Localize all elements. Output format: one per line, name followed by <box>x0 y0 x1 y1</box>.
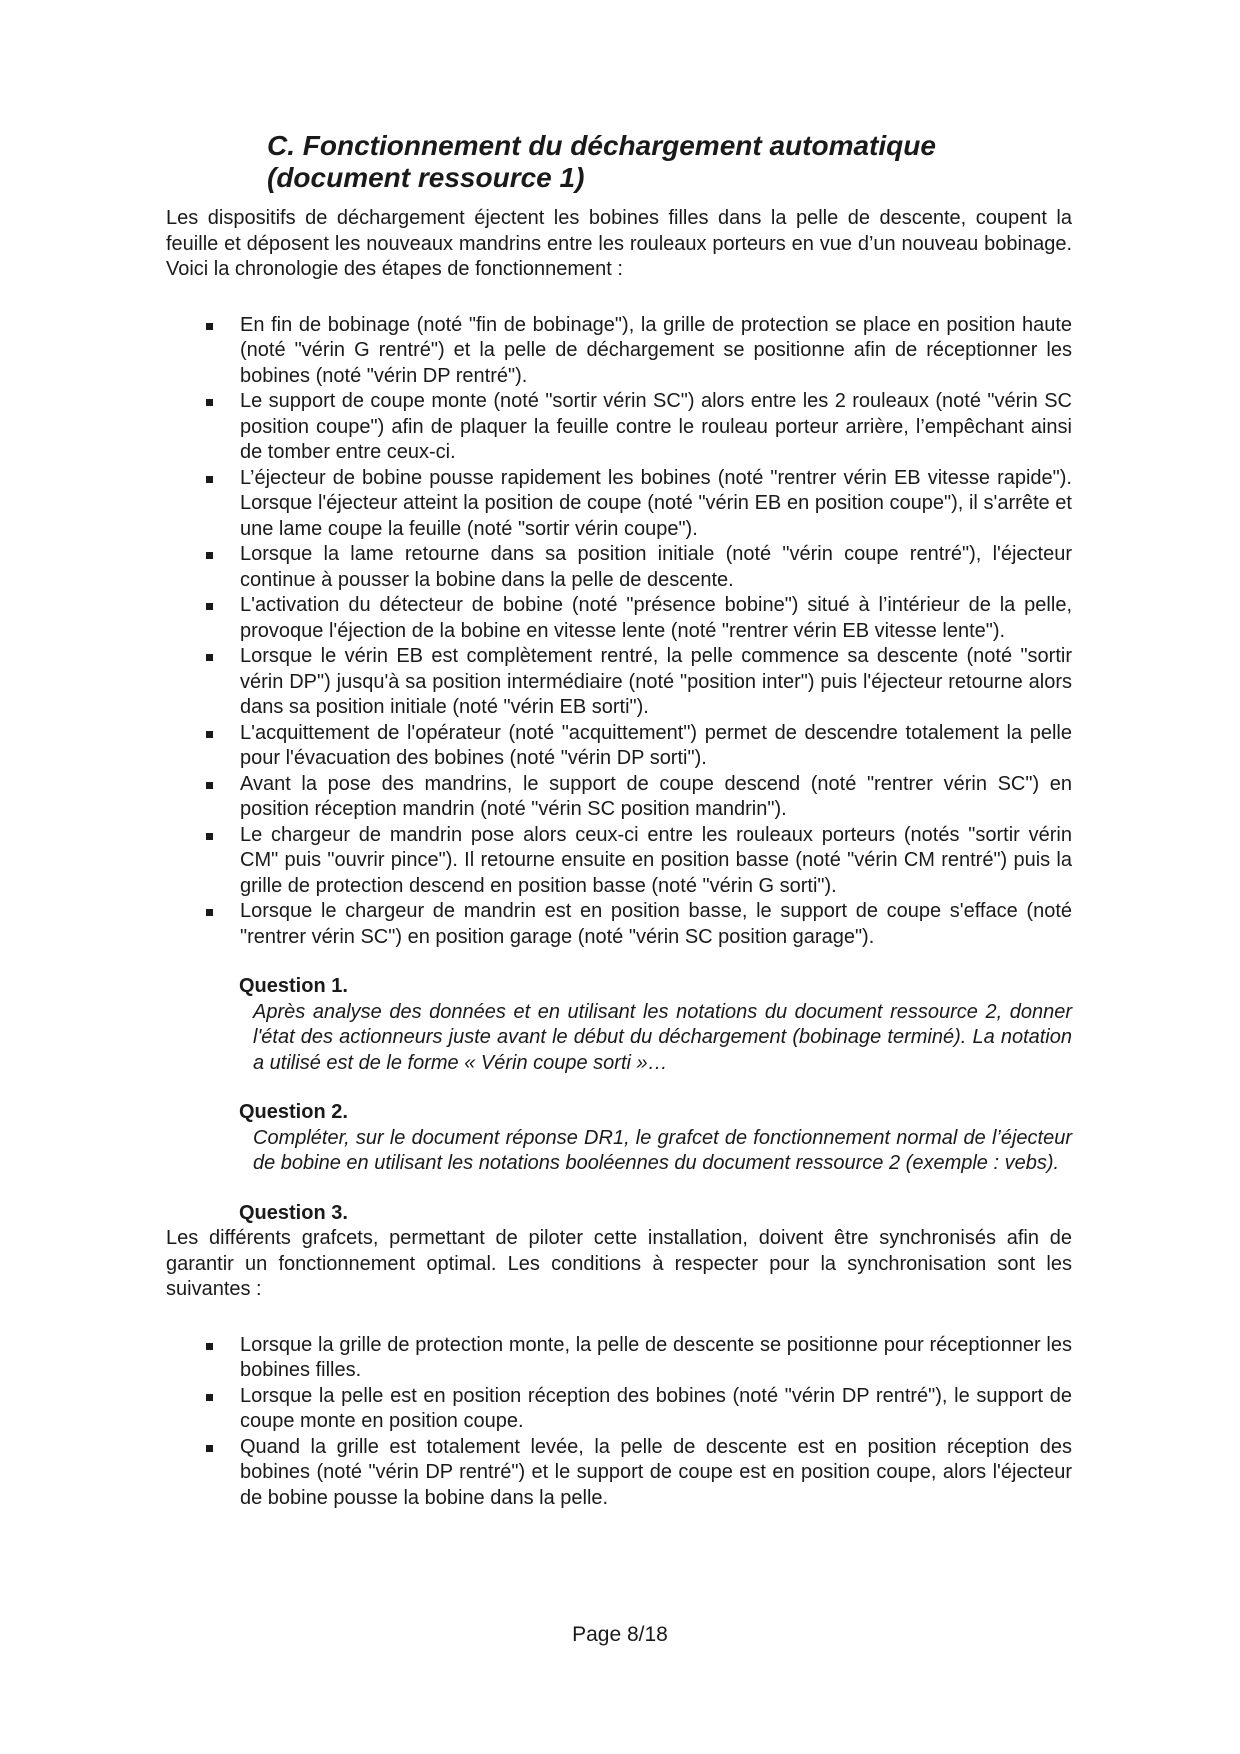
list-item <box>166 772 1072 823</box>
bullet-square-icon <box>206 1394 213 1401</box>
list-item-text: Quand la grille est totalement levée, la pelle de descente est en position réception des bobines (noté "vérin DP rentré") et le support de coupe est en position coupe, alors l'éjecteur de bobine pousse la bobine dans la pelle. <box>240 1435 1072 1509</box>
bullet-square-icon <box>206 833 213 840</box>
list-item-text: Lorsque la grille de protection monte, la pelle de descente se positionne pour réceptionner les bobines filles. <box>240 1333 1072 1381</box>
bullet-square-icon <box>206 323 213 330</box>
bullet-square-icon <box>206 603 213 610</box>
list-item <box>166 1384 1072 1435</box>
bullet-square-icon <box>206 909 213 916</box>
question-1-text: Après analyse des données et en utilisant les notations du document ressource 2, donner l'état des actionneurs juste avant le début du déchargement (bobinage terminé). La notation a utilisé est de le forme « Vérin coupe sorti »… <box>253 1000 1072 1074</box>
list-item <box>166 389 1072 466</box>
question-1-title: Question 1. <box>239 975 348 997</box>
list-item <box>166 542 1072 593</box>
steps-list <box>166 313 1072 951</box>
list-item-text: Lorsque la pelle est en position réception des bobines (noté "vérin DP rentré"), le support de coupe monte en position coupe. <box>240 1384 1072 1432</box>
conditions-list <box>166 1333 1072 1512</box>
question-3 <box>166 1201 1072 1227</box>
list-item <box>166 466 1072 543</box>
page-number: Page 8/18 <box>572 1623 668 1646</box>
question-3-title: Question 3. <box>239 1201 348 1224</box>
list-item-text: Lorsque la lame retourne dans sa position initiale (noté "vérin coupe rentré"), l'éjecteur continue à pousser la bobine dans la pelle de descente. <box>240 543 1072 591</box>
list-item-text: L’éjecteur de bobine pousse rapidement les bobines (noté "rentrer vérin EB vitesse rapide"). Lorsque l'éjecteur atteint la position de coupe (noté "vérin EB en position coupe"), il s'arrête et une lame coupe la feuille (noté "sortir vérin coupe"). <box>240 466 1072 540</box>
bullet-square-icon <box>206 552 213 559</box>
question-1 <box>166 974 1072 1076</box>
list-item <box>166 644 1072 721</box>
question-3-intro: Les différents grafcets, permettant de piloter cette installation, doivent être synchronisés afin de garantir un fonctionnement optimal. Les conditions à respecter pour la synchronisation sont les suivantes : <box>166 1227 1072 1300</box>
bullet-square-icon <box>206 476 213 483</box>
list-item-text: Avant la pose des mandrins, le support de coupe descend (noté "rentrer vérin SC") en position réception mandrin (noté "vérin SC position mandrin"). <box>240 772 1072 820</box>
question-2 <box>166 1100 1072 1177</box>
section-title-line2: (document ressource 1) <box>267 162 585 193</box>
question-2-text: Compléter, sur le document réponse DR1, le grafcet de fonctionnement normal de l’éjecteur de bobine en utilisant les notations booléennes du document ressource 2 (exemple : vebs). <box>253 1126 1072 1174</box>
list-item-text: Le chargeur de mandrin pose alors ceux-ci entre les rouleaux porteurs (notés "sortir vérin CM" puis "ouvrir pince"). Il retourne ensuite en position basse (noté "vérin CM rentré") puis la grille de protection descend en position basse (noté "vérin G sorti"). <box>240 823 1072 897</box>
list-item-text: Lorsque le chargeur de mandrin est en position basse, le support de coupe s'efface (noté "rentrer vérin SC") en position garage (noté "vérin SC position garage"). <box>240 900 1072 948</box>
list-item-text: En fin de bobinage (noté "fin de bobinage"), la grille de protection se place en position haute (noté "vérin G rentré") et la pelle de déchargement se positionne afin de réceptionner les bobines (noté "vérin DP rentré"). <box>240 313 1072 387</box>
list-item-text: Le support de coupe monte (noté "sortir vérin SC") alors entre les 2 rouleaux (noté "vérin SC position coupe") afin de plaquer la feuille contre le rouleau porteur arrière, l’empêchant ainsi de tomber entre ceux-ci. <box>240 390 1072 463</box>
list-item <box>166 823 1072 900</box>
bullet-square-icon <box>206 399 213 406</box>
bullet-square-icon <box>206 1445 213 1452</box>
bullet-square-icon <box>206 731 213 738</box>
list-item <box>166 313 1072 390</box>
list-item-text: L'acquittement de l'opérateur (noté "acquittement") permet de descendre totalement la pelle pour l'évacuation des bobines (noté "vérin DP sorti"). <box>240 721 1072 769</box>
question-2-title: Question 2. <box>239 1101 348 1123</box>
list-item <box>166 1435 1072 1512</box>
list-item <box>166 899 1072 950</box>
section-title <box>267 130 1072 194</box>
list-item <box>166 1333 1072 1384</box>
document-page <box>166 130 1072 1511</box>
list-item <box>166 593 1072 644</box>
bullet-square-icon <box>206 654 213 661</box>
bullet-square-icon <box>206 1343 213 1350</box>
bullet-square-icon <box>206 782 213 789</box>
list-item-text: L'activation du détecteur de bobine (noté "présence bobine") situé à l’intérieur de la pelle, provoque l'éjection de la bobine en vitesse lente (noté "rentrer vérin EB vitesse lente"). <box>240 594 1072 642</box>
section-title-line1: C. Fonctionnement du déchargement automatique <box>267 130 936 161</box>
list-item <box>166 721 1072 772</box>
list-item-text: Lorsque le vérin EB est complètement rentré, la pelle commence sa descente (noté "sortir vérin DP") jusqu'à sa position intermédiaire (noté "position inter") puis l'éjecteur retourne alors dans sa position initiale (noté "vérin EB sorti"). <box>240 645 1072 718</box>
intro-paragraph: Les dispositifs de déchargement éjectent les bobines filles dans la pelle de descente, coupent la feuille et déposent les nouveaux mandrins entre les rouleaux porteurs en vue d’un nouveau bobinage. Voici la chronologie des étapes de fonctionnement : <box>166 207 1072 280</box>
